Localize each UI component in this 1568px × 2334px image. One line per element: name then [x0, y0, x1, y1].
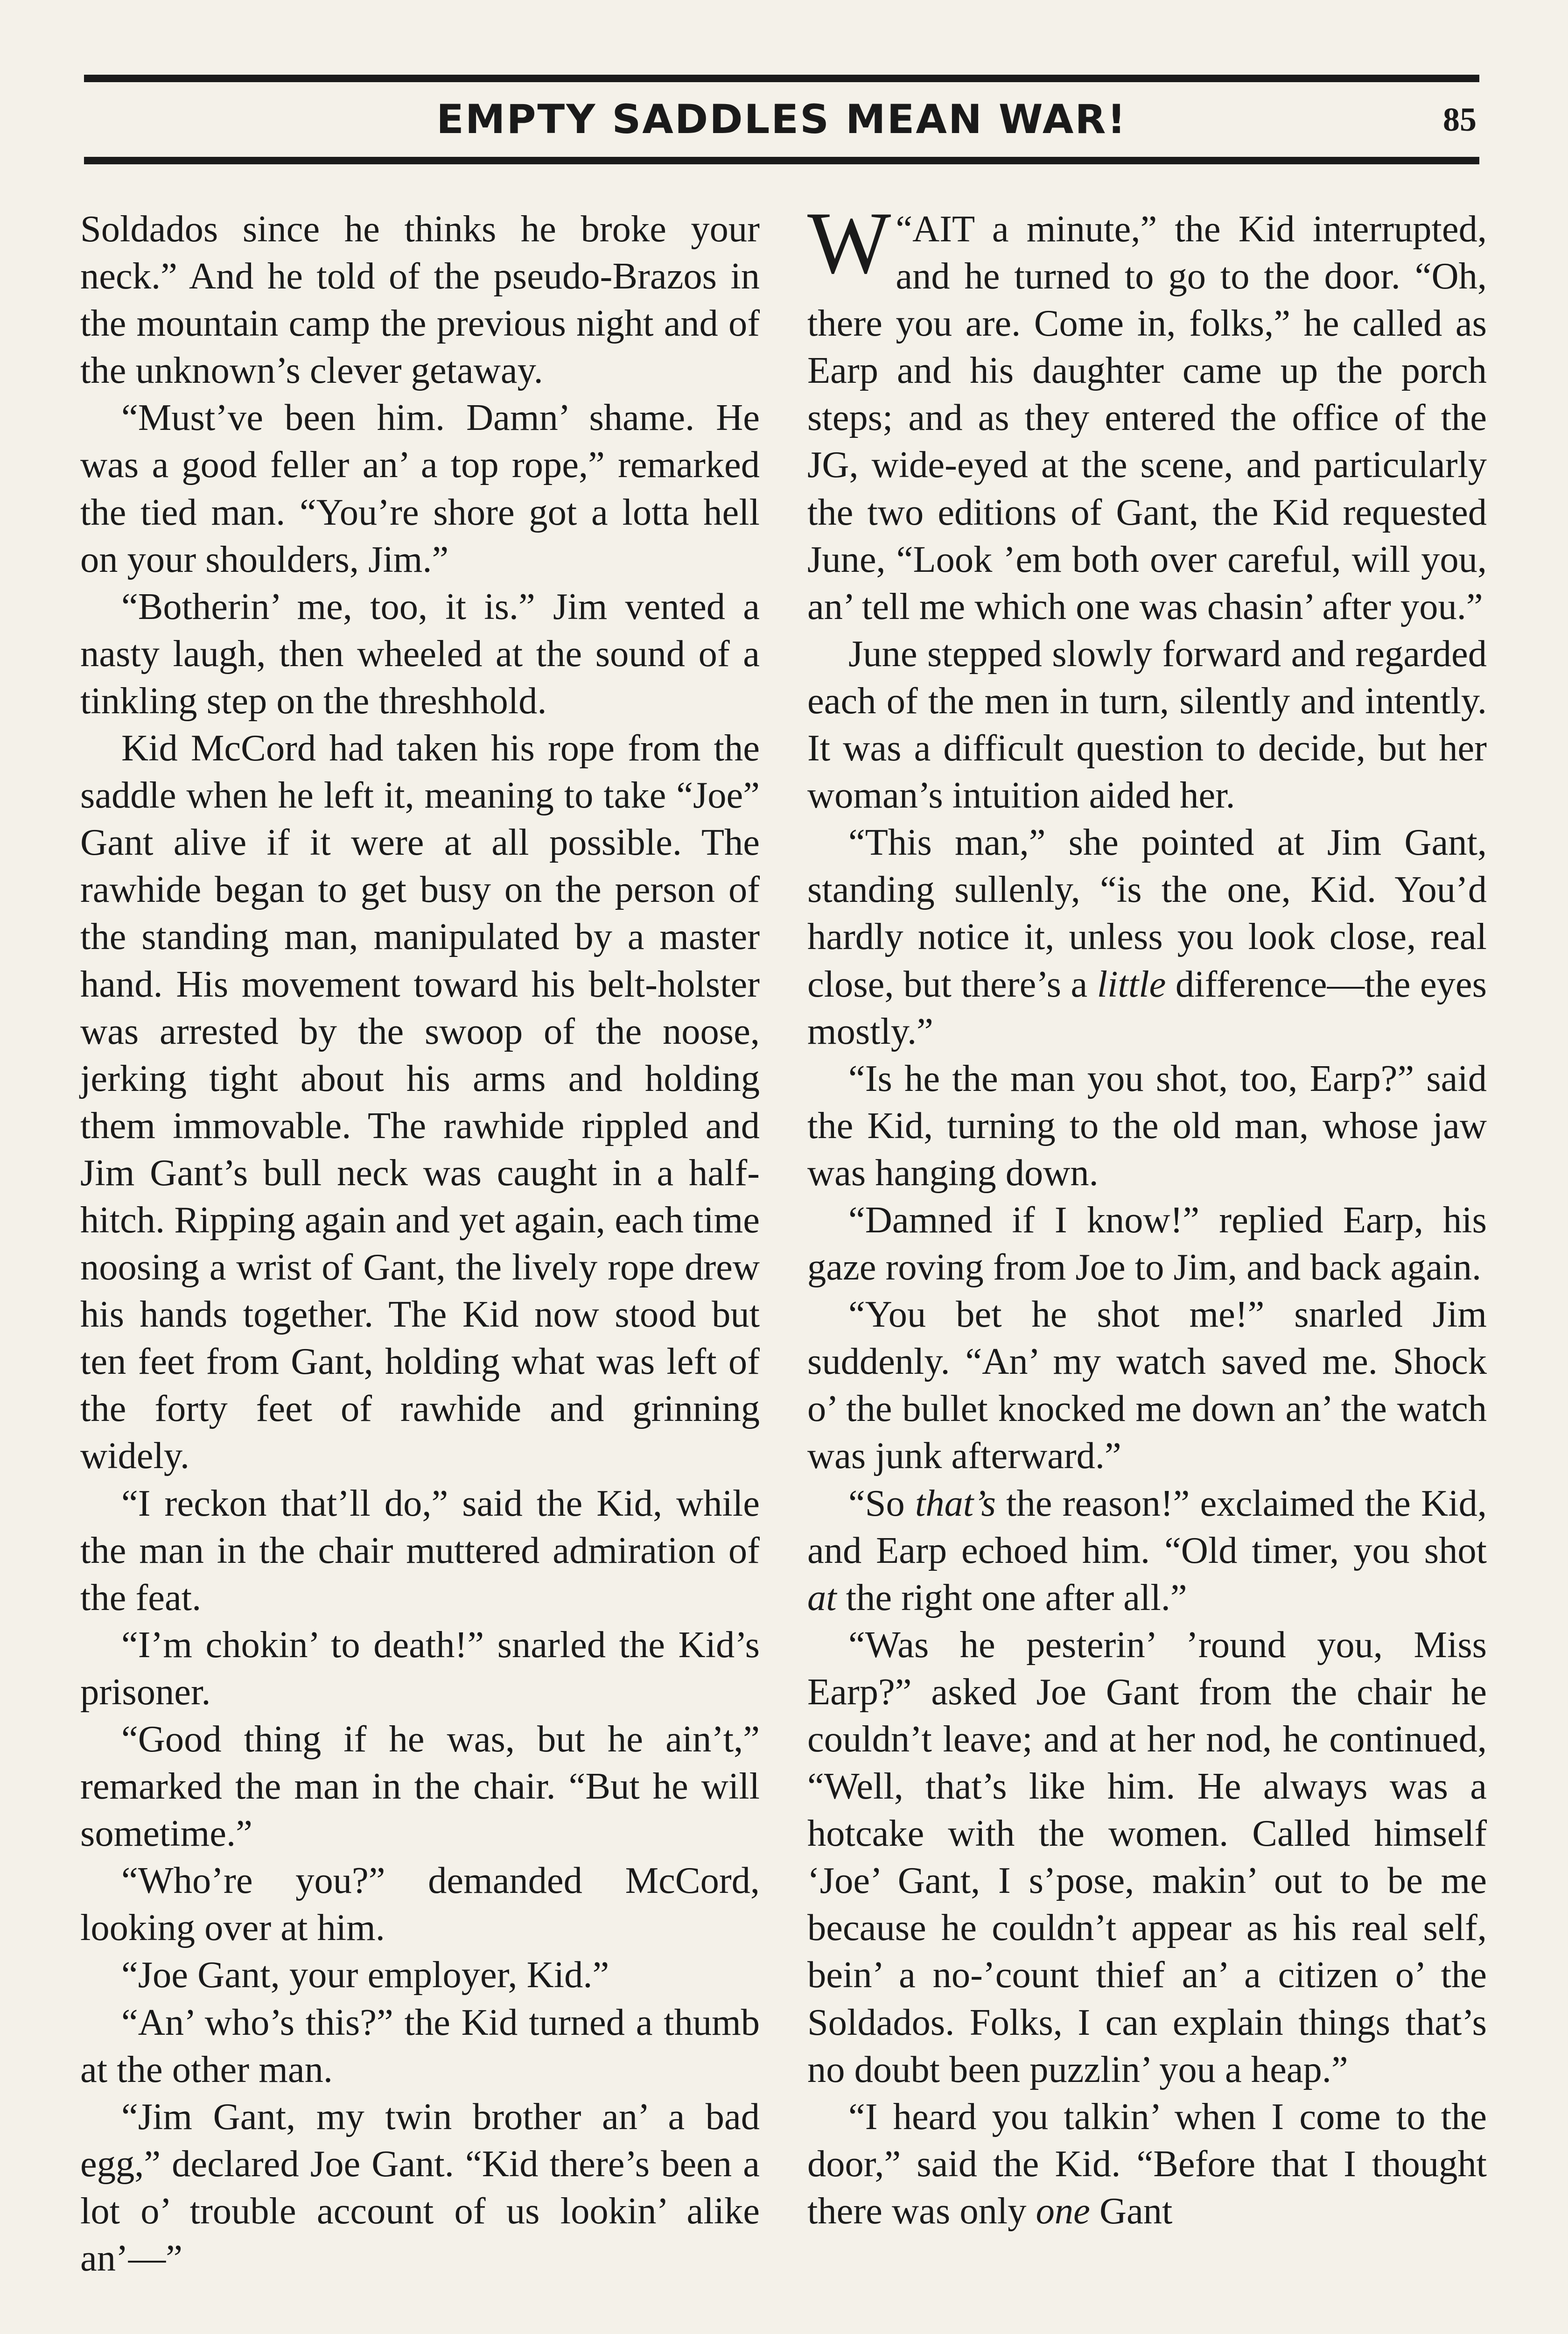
- paragraph: “Good thing if he was, but he ain’t,” remarked the man in the chair. “But he will sometime.”: [80, 1718, 760, 1855]
- page-number: 85: [1443, 101, 1477, 138]
- paragraph: “You bet he shot me!” snarled Jim suddenly. “An’ my watch saved me. Shock o’ the bullet knocked me down an’ the watch was junk afterward.”: [807, 1294, 1487, 1477]
- opening-quote: “: [896, 208, 913, 250]
- header-bottom-rule: [84, 157, 1479, 164]
- text-run: “I heard you talkin’ when I come to the door,” said the Kid. “Before that I thought there was only: [807, 2095, 1487, 2232]
- text-run: difference—the eyes mostly.”: [807, 963, 1487, 1052]
- drop-cap-letter: W: [807, 194, 891, 292]
- right-text-column: [807, 194, 1487, 2235]
- text-run: Gant: [1090, 2190, 1173, 2232]
- paragraph: [807, 1480, 1487, 1621]
- paragraph: “Is he the man you shot, too, Earp?” said the Kid, turning to the old man, whose jaw was hanging down.: [807, 1057, 1487, 1194]
- paragraph: June stepped slowly forward and regarded each of the men in turn, silently and intently. It was a difficult question to decide, but her woman’s intuition aided her.: [807, 633, 1487, 816]
- text-run: “This man,” she pointed at Jim Gant, standing sullenly, “is the one, Kid. You’d hardly notice it, unless you look close, real close, but there’s a: [807, 822, 1487, 1005]
- running-header-title: EMPTY SADDLES MEAN WAR!: [436, 96, 1127, 143]
- paragraph: “Jim Gant, my twin brother an’ a bad egg,” declared Joe Gant. “Kid there’s been a lot o’ trouble account of us lookin’ alike an’—”: [80, 2095, 760, 2279]
- italic-emphasis: at: [807, 1576, 837, 1618]
- paragraph: “Must’ve been him. Damn’ shame. He was a good feller an’ a top rope,” remarked the tied man. “You’re shore got a lotta hell on your shoulders, Jim.”: [80, 397, 760, 580]
- paragraph: “Damned if I know!” replied Earp, his gaze roving from Joe to Jim, and back again.: [807, 1199, 1487, 1288]
- paragraph: “An’ who’s this?” the Kid turned a thumb at the other man.: [80, 2001, 760, 2090]
- paragraph: “Who’re you?” demanded McCord, looking over at him.: [80, 1860, 760, 1949]
- italic-emphasis: that’s: [915, 1482, 996, 1524]
- text-run: the reason!” exclaimed the Kid, and Earp echoed him. “Old timer, you shot: [807, 1482, 1487, 1571]
- paragraph: Kid McCord had taken his rope from the saddle when he left it, meaning to take “Joe” Gant alive if it were at all possible. The rawhide began to get busy on the person of the standing man, manipulated by a master hand. His movement toward his belt-holster was arrested by the swoop of the noose, jerking tight about his arms and holding them immovable. The rawhide rippled and Jim Gant’s bull neck was caught in a half-hitch. Ripping again and yet again, each time noosing a wrist of Gant, the lively rope drew his hands together. The Kid now stood but ten feet from Gant, holding what was left of the forty feet of rawhide and grinning widely.: [80, 727, 760, 1477]
- italic-emphasis: one: [1036, 2190, 1090, 2232]
- paragraph: “Botherin’ me, too, it is.” Jim vented a nasty laugh, then wheeled at the sound of a tinkling step on the threshhold.: [80, 585, 760, 722]
- paragraph: Soldados since he thinks he broke your neck.” And he told of the pseudo-Brazos in the mountain camp the previous night and of the unknown’s clever getaway.: [80, 208, 760, 392]
- paragraph: [807, 819, 1487, 1055]
- text-run: the right one after all.”: [836, 1576, 1187, 1618]
- left-text-column: [80, 205, 760, 2282]
- paragraph-with-drop-cap: [807, 194, 1487, 630]
- header-top-rule: [84, 75, 1479, 82]
- paragraph: “I’m chokin’ to death!” snarled the Kid’s prisoner.: [80, 1624, 760, 1713]
- paragraph: [807, 2093, 1487, 2235]
- paragraph: “I reckon that’ll do,” said the Kid, while the man in the chair muttered admiration of the feat.: [80, 1482, 760, 1618]
- italic-emphasis: little: [1097, 963, 1166, 1005]
- paragraph-text: AIT a minute,” the Kid interrupted, and he turned to go to the door. “Oh, there you are. Come in, folks,” he called as Earp and his daughter came up the porch steps; and as they entered the office of the JG, wide-eyed at the scene, and particularly the two editions of Gant, the Kid requested June, “Look ’em both over careful, will you, an’ tell me which one was chasin’ after you.”: [807, 208, 1487, 627]
- paragraph: “Joe Gant, your employer, Kid.”: [121, 1954, 609, 1996]
- paragraph: “Was he pesterin’ ’round you, Miss Earp?” asked Joe Gant from the chair he couldn’t leave; and at her nod, he continued, “Well, that’s like him. He always was a hotcake with the women. Called himself ‘Joe’ Gant, I s’pose, makin’ out to be me because he couldn’t appear as his real self, bein’ a no-’count thief an’ a citizen o’ the Soldados. Folks, I can explain things that’s no doubt been puzzlin’ you a heap.”: [807, 1624, 1487, 2090]
- text-run: “So: [848, 1482, 915, 1524]
